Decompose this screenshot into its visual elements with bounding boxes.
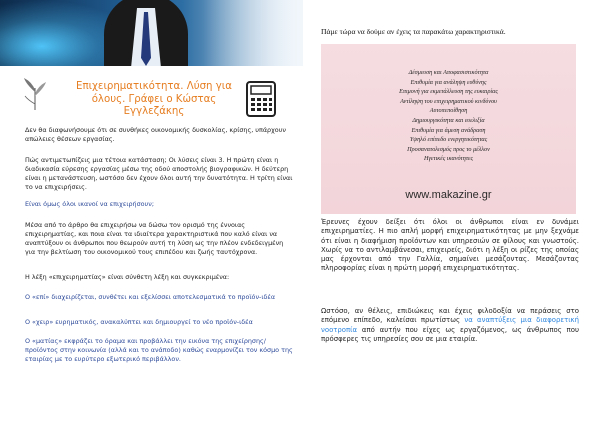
paragraph-solutions: Πώς αντιμετωπίζεις μια τέτοια κατάσταση; Οι λύσεις είναι 3. Η πρώτη είναι η διαδικασία εύρεσης εργασίας μέσω της οδού αποστολής βιογραφικών. Η δεύτερη είναι η μετανάστευση, ωστόσο δεν έχουν όλοι αυτή την δυνατότητα. Η τρίτη είναι το να επιχειρήσεις. xyxy=(25,156,293,191)
calculator-icon xyxy=(246,81,276,117)
text-segment: Ωστόσο, αν θέλεις, επιδιώκεις και έχεις φιλοδοξία να περάσεις στο επόμενο επίπεδο, καλείσαι πρωτίστως xyxy=(321,307,579,325)
header-image xyxy=(0,0,303,66)
website-link[interactable]: www.makazine.gr xyxy=(405,189,492,201)
list-item: Δημιουργικότητα και ευελιξία xyxy=(412,116,485,124)
list-item: Επιθυμία για άμεση ανάδραση xyxy=(411,126,486,134)
article-subtitle: Επιχειρηματικότητα. Λύση για όλους. Γράφει ο Κώστας Εγγλεζάκης xyxy=(76,81,232,117)
paragraph-word: Η λέξη «επιχειρηματίας» είναι σύνθετη λέξη και συγκεκριμένα: xyxy=(25,273,230,281)
paragraph-matias: Ο «ματίας» εκφράζει το όραμα και προβάλλει την εικόνα της επιχείρησης/προϊόντος στην κοινωνία (αλλά και το ανάποδο) καθώς εναρμονίζει τον κόσμο της εταιρίας με το ευρύτερο εξωτερικό περιβάλλον. xyxy=(25,337,293,363)
list-item: Προσανατολισμός προς το μέλλον xyxy=(407,145,490,153)
list-item: Υψηλό επίπεδο ενεργητικότητας xyxy=(409,136,488,144)
paragraph-intro: Δεν θα διαφωνήσουμε ότι σε συνθήκες οικονομικής δυσκολίας, κρίσης, υπάρχουν απώλειες θέσεων εργασίας. xyxy=(25,126,286,143)
list-item: Ηγετικές ικανότητες xyxy=(424,155,473,163)
paragraph-cheir: Ο «χειρ» ευρηματικός, ανακαλύπτει και δημιουργεί το νέο προϊόν-ιδέα xyxy=(25,318,253,326)
characteristics-card xyxy=(321,44,576,214)
list-item: Επιθυμία για ανάληψη ευθύνης xyxy=(410,78,487,86)
paragraph-research: Έρευνες έχουν δείξει ότι όλοι οι άνθρωποι είναι εν δυνάμει επιχειρηματίες. Η πιο απλή μορφή επιχειρηματικότητας με μην ξεχνάμε ότι είναι η διαφήμιση προϊόντων και υπηρεσιών σε φίλους και γνωστούς. Χωρίς να το αντιλαμβάνεσαι, επιχειρείς, διότι η λέξη οι ρίζες της οποίας μας έρχονται από την Γαλλία, σημαίνει μεσάζοντας. Μεσάζοντας πληροφορίας είναι η πρώτη μορφή επιχειρηματικότητας. xyxy=(321,218,579,273)
paragraph-definition: Μέσα από το άρθρο θα επιχειρήσω να δώσω τον ορισμό της έννοιας επιχειρηματίας, και ποια είναι τα ιδιαίτερα χαρακτηριστικά που καλό είναι να αναπτύξουν οι άνθρωποι που θεωρούν αυτή τη λύση ως την πλέον ενδεδειγμένη για την βελτίωση του οικονομικού τους επιπέδου και ζωής ταυτόχρονα. xyxy=(25,221,284,256)
list-item: Επιμονή για εκμετάλλευση της ευκαιρίας xyxy=(399,88,498,96)
paragraph-question: Είναι όμως όλοι ικανοί να επιχειρήσουν; xyxy=(25,200,154,208)
list-item: Δέσμευση και Αποφασιστικότητα xyxy=(408,69,489,76)
text-segment: από αυτήν που είχες ως εργαζόμενος, ως άνθρωπος που πρόσφερες τις υπηρεσίες σου σε μια εταιρία. xyxy=(321,325,579,343)
list-item: Αυτοπεποίθηση xyxy=(429,107,468,115)
list-item: Αντίληψη του επιχειρηματικού κινδύνου xyxy=(400,97,497,105)
characteristics-list xyxy=(321,68,576,164)
characteristics-heading: Πάμε τώρα να δούμε αν έχεις τα παρακάτω χαρακτηριστικά. xyxy=(321,27,506,36)
sprout-icon xyxy=(22,74,48,110)
highlight-text: να αναπτύξεις μια διαφορετική νοοτροπία xyxy=(321,316,579,334)
paragraph-epi: Ο «επί» διαχειρίζεται, συνθέτει και εξελίσσει αποτελεσματικά το προϊόν-ιδέα xyxy=(25,293,276,301)
paragraph-next-level xyxy=(321,307,579,344)
